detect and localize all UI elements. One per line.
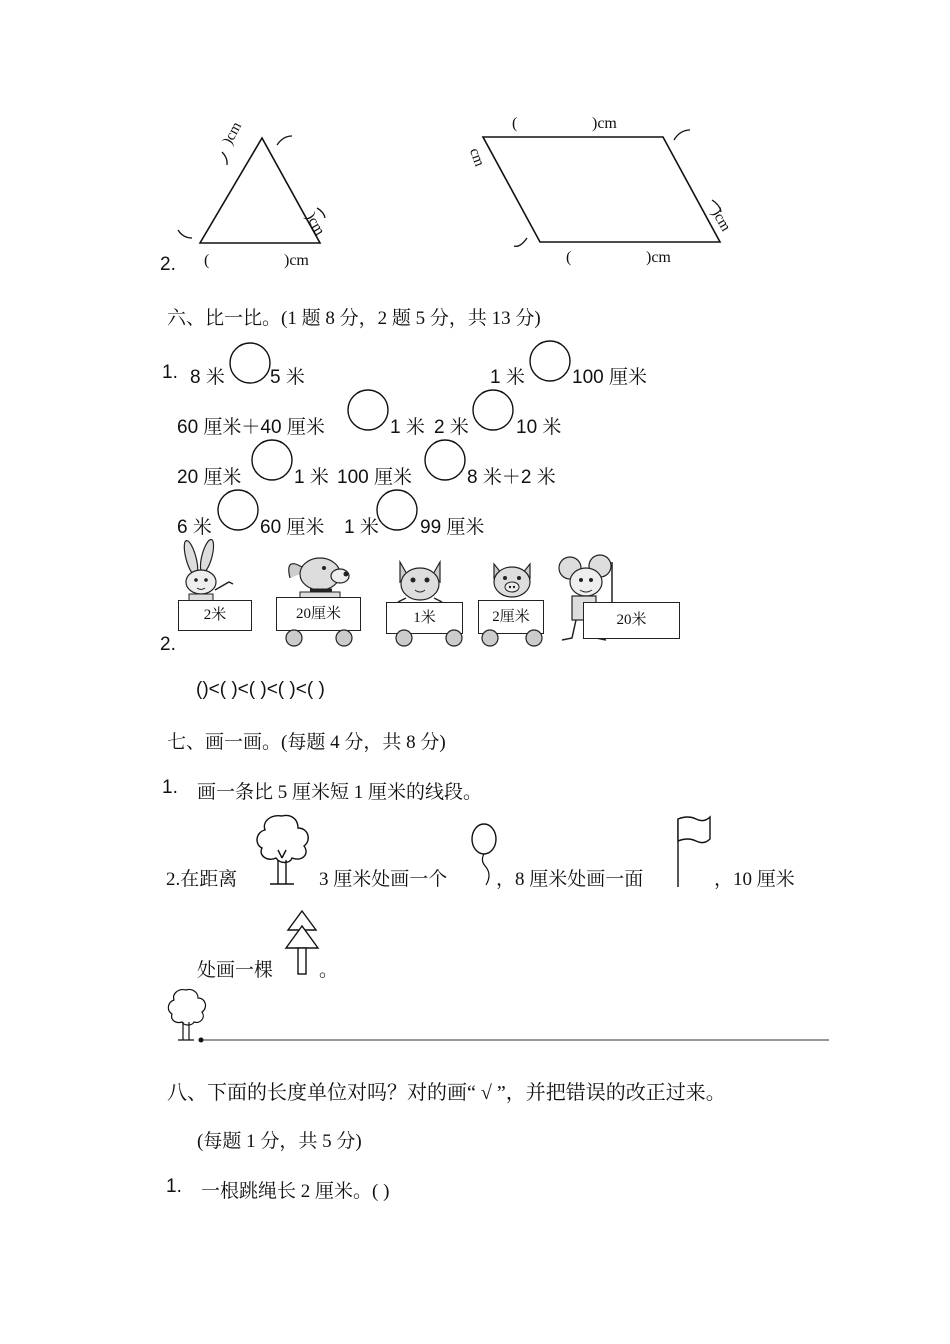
question-number: 2.: [160, 634, 176, 655]
triangle-shape: [200, 138, 320, 243]
parallelogram-right-label: )cm: [708, 206, 734, 235]
compare-right-value: 60 厘米: [260, 517, 325, 538]
compare-circle[interactable]: [376, 489, 420, 533]
section-7-q2-text-4: ，10 厘米: [714, 869, 795, 890]
compare-circle[interactable]: [529, 340, 573, 384]
section-8-subtitle: (每题 1 分，共 5 分): [197, 1131, 362, 1152]
triangle-bottom-label: )cm: [284, 252, 309, 269]
triangle-left-side-label: )cm: [220, 119, 246, 148]
rabbit-icon: [175, 538, 245, 608]
question-number: 1.: [166, 1176, 182, 1197]
parallelogram-shape: [483, 137, 720, 242]
compare-right-value: 10 米: [516, 417, 562, 438]
compare-left-value: 1 米: [344, 517, 379, 538]
parallelogram-bottom-label: )cm: [646, 249, 671, 266]
order-answer-line[interactable]: ()<( )<( )<( )<( ): [196, 679, 325, 700]
compare-left-value: 8 米: [190, 367, 225, 388]
pig-sign: 2厘米: [478, 600, 544, 634]
section-8-q1-text: 一根跳绳长 2 厘米。( ): [201, 1181, 390, 1202]
parallelogram-top-label: )cm: [592, 115, 617, 132]
compare-right-value: 99 厘米: [420, 517, 485, 538]
wheel-icon: [480, 628, 550, 648]
compare-right-value: 5 米: [270, 367, 305, 388]
wheel-icon: [284, 628, 364, 648]
bracket-arc: [222, 152, 227, 165]
compare-right-value: 1 米: [294, 467, 329, 488]
bracket-arc: [674, 130, 690, 140]
question-number: 2.: [160, 254, 176, 275]
compare-left-value: 100 厘米: [337, 467, 412, 488]
compare-right-value: 8 米＋2 米: [467, 467, 556, 488]
bracket-arc: [277, 136, 292, 145]
section-7-q2-text-5: 处画一棵: [197, 960, 274, 981]
wheel-icon: [394, 628, 474, 648]
section-7-q2-text-6: 。: [319, 960, 339, 981]
bracket-arc: [178, 230, 192, 238]
section-7-q2-text-3: ，8 厘米处画一面: [496, 869, 644, 890]
triangle-bottom-open-paren: (: [204, 252, 210, 269]
compare-left-value: 6 米: [177, 517, 212, 538]
section-6-title: 六、比一比。(1 题 8 分，2 题 5 分，共 13 分): [167, 308, 541, 329]
rabbit-sign: 2米: [178, 600, 252, 631]
flag-icon: [670, 813, 714, 889]
compare-left-value: 2 米: [434, 417, 469, 438]
tree-icon: [252, 810, 312, 886]
question-number: 1.: [162, 777, 178, 798]
compare-left-value: 20 厘米: [177, 467, 242, 488]
triangle-right-side-label: )cm: [302, 210, 328, 239]
compare-circle[interactable]: [217, 489, 261, 533]
section-7-q2-text-2: 3 厘米处画一个: [319, 869, 448, 890]
question-number: 1.: [162, 362, 178, 383]
cat-sign: 1米: [386, 602, 463, 634]
compare-circle[interactable]: [229, 342, 273, 386]
compare-circle[interactable]: [251, 439, 295, 483]
section-8-title: 八、下面的长度单位对吗？对的画“ √ ”，并把错误的改正过来。: [167, 1082, 726, 1104]
parallelogram-left-label: cm: [465, 146, 488, 169]
bracket-arc: [514, 238, 527, 246]
pig-icon: [482, 554, 542, 604]
mouse-sign: 20米: [583, 602, 680, 639]
parallelogram-bottom-open-paren: (: [566, 249, 572, 266]
section-7-title: 七、画一画。(每题 4 分，共 8 分): [167, 732, 446, 753]
compare-left-value: 1 米: [490, 367, 525, 388]
compare-circle[interactable]: [347, 389, 391, 433]
compare-right-value: 100 厘米: [572, 367, 647, 388]
section-7-q1-text: 画一条比 5 厘米短 1 厘米的线段。: [197, 782, 483, 803]
section-7-q2-text-1: 2.在距离: [166, 869, 238, 890]
parallelogram-top-open-paren: (: [512, 115, 518, 132]
compare-right-value: 1 米: [390, 417, 425, 438]
compare-circle[interactable]: [424, 439, 468, 483]
compare-circle[interactable]: [472, 389, 516, 433]
compare-left-value: 60 厘米＋40 厘米: [177, 417, 325, 438]
dog-sign: 20厘米: [276, 597, 361, 631]
cat-icon: [390, 554, 450, 608]
distance-baseline: [0, 1030, 950, 1050]
pine-tree-icon: [282, 908, 322, 978]
